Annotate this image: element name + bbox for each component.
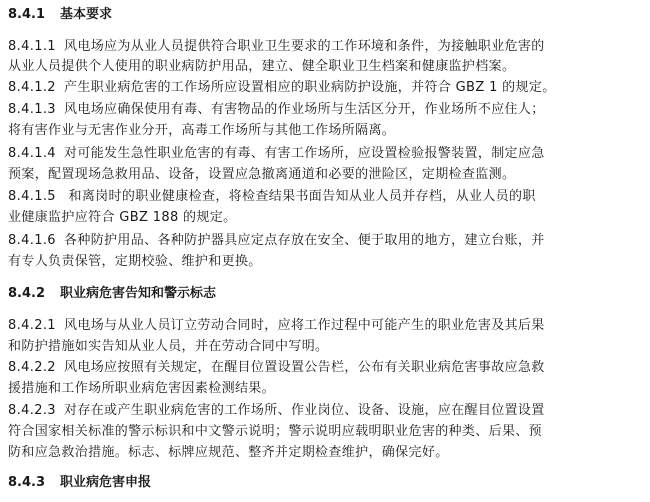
section-number: 8.4.1 xyxy=(8,7,46,22)
clause-8-4-1-1 xyxy=(8,38,545,56)
clause-number: 8.4.1.1 xyxy=(8,39,56,54)
section-title: 基本要求 xyxy=(60,7,113,22)
clause-text: 对存在或产生职业病危害的工作场所、作业岗位、设备、设施，应在醒目位置设置 xyxy=(64,403,545,418)
clause-text: 风电场与从业人员订立劳动合同时，应将工作过程中可能产生的职业危害及其后果 xyxy=(64,318,545,333)
clause-8-4-1-3 xyxy=(8,101,545,119)
clause-8-4-1-4 xyxy=(8,145,545,163)
clause-number: 8.4.1.5 xyxy=(8,189,56,204)
clause-text-line: 防和应急救治措施。标志、标牌应规范、整齐并定期检查维护，确保完好。 xyxy=(8,445,449,460)
section-title: 职业病危害申报 xyxy=(60,475,152,490)
section-number: 8.4.3 xyxy=(8,475,46,490)
section-title: 职业病危害告知和警示标志 xyxy=(60,286,217,301)
clause-8-4-1-5 xyxy=(8,188,536,206)
clause-number: 8.4.1.2 xyxy=(8,80,56,95)
clause-text-line: 援措施和工作场所职业病危害因素检测结果。 xyxy=(8,381,276,396)
document-page xyxy=(8,0,644,502)
clause-text-line: 业健康监护应符合 GBZ 188 的规定。 xyxy=(8,210,237,225)
clause-text: 产生职业病危害的工作场所应设置相应的职业病防护设施，并符合 GBZ 1 的规定。 xyxy=(64,80,556,95)
clause-number: 8.4.1.4 xyxy=(8,146,56,161)
clause-text: 风电场应按照有关规定，在醒目位置设置公告栏，公布有关职业病危害事故应急救 xyxy=(64,360,545,375)
clause-number: 8.4.1.6 xyxy=(8,233,56,248)
clause-8-4-2-3 xyxy=(8,402,545,420)
section-number: 8.4.2 xyxy=(8,286,46,301)
clause-text-line: 将有害作业与无害作业分开，高毒工作场所与其他工作场所隔离。 xyxy=(8,123,396,138)
clause-number: 8.4.2.3 xyxy=(8,403,56,418)
clause-8-4-2-2 xyxy=(8,359,545,377)
section-heading-8-4-2 xyxy=(8,285,216,303)
clause-8-4-1-2 xyxy=(8,79,556,97)
clause-text: 各种防护用品、各种防护器具应定点存放在安全、便于取用的地方，建立台账，并 xyxy=(64,233,545,248)
clause-text-line: 预案，配置现场急救用品、设备，设置应急撤离通道和必要的泄险区，定期检查监测。 xyxy=(8,167,516,182)
clause-number: 8.4.2.1 xyxy=(8,318,56,333)
clause-text: 对可能发生急性职业危害的有毒、有害工作场所，应设置检验报警装置，制定应急 xyxy=(64,146,545,161)
clause-8-4-1-6 xyxy=(8,232,545,250)
clause-number: 8.4.2.2 xyxy=(8,360,56,375)
section-heading-8-4-3 xyxy=(8,474,151,492)
section-heading-8-4-1 xyxy=(8,6,112,24)
clause-text: 风电场应为从业人员提供符合职业卫生要求的工作环境和条件，为接触职业危害的 xyxy=(64,39,545,54)
clause-text-line: 和防护措施如实告知从业人员，并在劳动合同中写明。 xyxy=(8,339,329,354)
clause-8-4-2-1 xyxy=(8,317,545,335)
clause-text: 和离岗时的职业健康检查，将检查结果书面告知从业人员并存档，从业人员的职 xyxy=(64,189,536,204)
clause-number: 8.4.1.3 xyxy=(8,102,56,117)
clause-text: 风电场应确保使用有毒、有害物品的作业场所与生活区分开，作业场所不应住人； xyxy=(64,102,545,117)
clause-text-line: 有专人负责保管，定期校验、维护和更换。 xyxy=(8,254,262,269)
clause-text-line: 符合国家相关标准的警示标识和中文警示说明；警示说明应载明职业危害的种类、后果、预 xyxy=(8,424,543,439)
clause-text-line: 从业人员提供个人使用的职业病防护用品，建立、健全职业卫生档案和健康监护档案。 xyxy=(8,59,516,74)
